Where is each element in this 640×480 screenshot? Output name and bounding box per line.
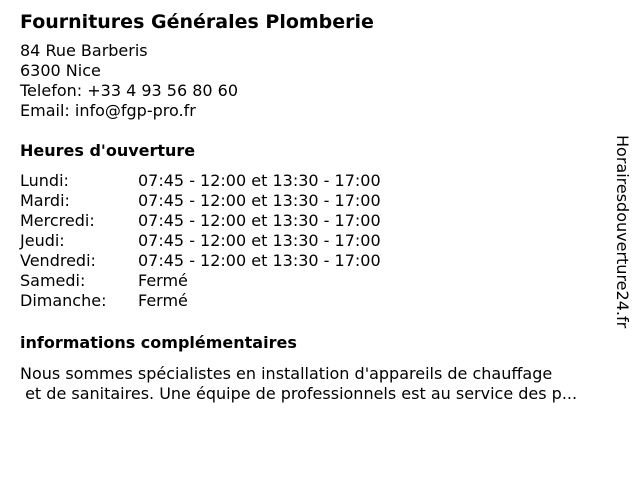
- day-hours: 07:45 - 12:00 et 13:30 - 17:00: [138, 231, 381, 250]
- day-hours: 07:45 - 12:00 et 13:30 - 17:00: [138, 171, 381, 190]
- day-hours: 07:45 - 12:00 et 13:30 - 17:00: [138, 251, 381, 270]
- hours-row-lundi: [20, 171, 610, 191]
- hours-row-mardi: [20, 191, 610, 211]
- day-hours: Fermé: [138, 271, 188, 290]
- day-label: Vendredi:: [20, 251, 96, 270]
- day-label: Jeudi:: [20, 231, 65, 250]
- address-city: 6300 Nice: [20, 61, 101, 80]
- site-watermark: Horairesdouverture24.fr: [613, 135, 632, 329]
- email-address[interactable]: Email: info@fgp-pro.fr: [20, 101, 196, 120]
- day-label: Samedi:: [20, 271, 86, 290]
- address-street: 84 Rue Barberis: [20, 41, 148, 60]
- day-label: Mardi:: [20, 191, 70, 210]
- info-line-2: et de sanitaires. Une équipe de professionnels est au service des p...: [20, 384, 578, 403]
- day-hours: Fermé: [138, 291, 188, 310]
- business-name: Fournitures Générales Plomberie: [20, 11, 374, 33]
- business-card: [20, 10, 610, 404]
- day-label: Lundi:: [20, 171, 69, 190]
- hours-row-dimanche: [20, 291, 610, 311]
- hours-row-vendredi: [20, 251, 610, 271]
- hours-heading: Heures d'ouverture: [20, 141, 196, 160]
- day-hours: 07:45 - 12:00 et 13:30 - 17:00: [138, 211, 381, 230]
- info-description: [20, 364, 610, 404]
- info-line-1: Nous sommes spécialistes en installation d'appareils de chauffage: [20, 364, 553, 383]
- info-heading: informations complémentaires: [20, 333, 297, 352]
- phone-number[interactable]: Telefon: +33 4 93 56 80 60: [20, 81, 239, 100]
- hours-row-jeudi: [20, 231, 610, 251]
- day-label: Dimanche:: [20, 291, 107, 310]
- hours-table: [20, 171, 610, 311]
- hours-row-mercredi: [20, 211, 610, 231]
- day-label: Mercredi:: [20, 211, 95, 230]
- day-hours: 07:45 - 12:00 et 13:30 - 17:00: [138, 191, 381, 210]
- hours-row-samedi: [20, 271, 610, 291]
